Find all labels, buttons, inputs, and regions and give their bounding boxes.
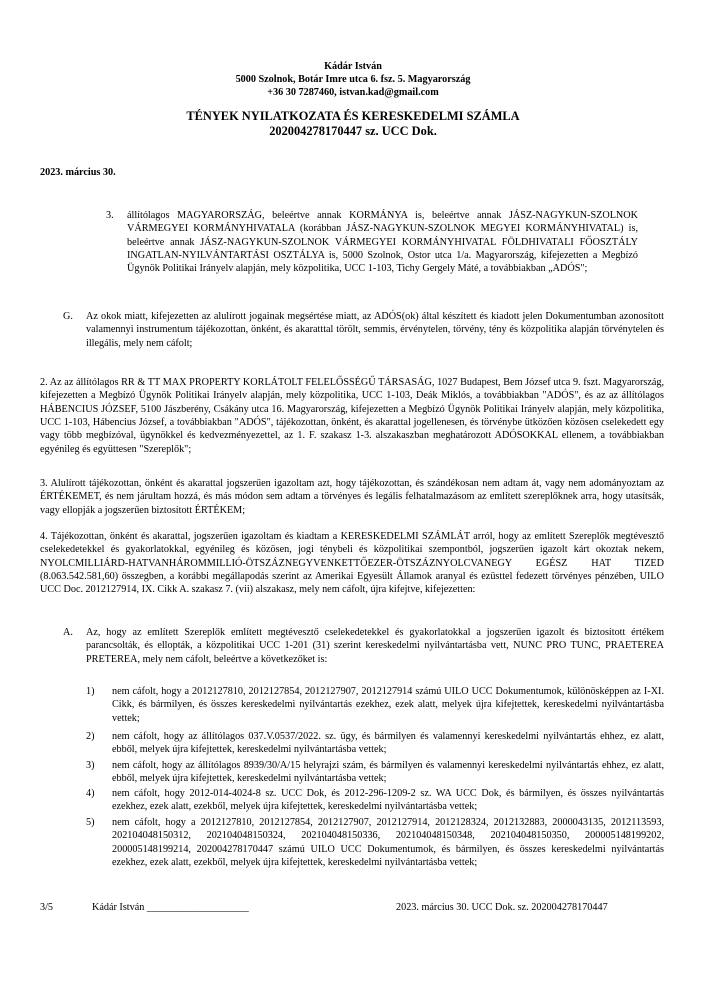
item-a-text: Az, hogy az említett Szereplők említett megtévesztő cselekedetekkel és gyakorlatokkal a jogszerűen igazolt és biztosított értékem parancsolták, és ellopták, a közpolitikai UCC 1-201 (31) szerint kereskedelmi nyilvántartásba vett, NUNC PRO TUNC, PRAETEREA PRETEREA, mely nem cáfolt, beleértve a következőket is: xyxy=(86,627,664,665)
subitem-3-number: 3) xyxy=(86,760,95,771)
paragraph-4: 4. Tájékozottan, önként és akarattal, jogszerűen igazoltam és kiadtam a KERESKEDELMI SZÁMLÁT arról, hogy az említett Szereplők megtévesztő cselekedetekkel és gyakorlatokkal, egyénileg és közösen, jogi ténybeli és közpolitikai szempontból, jogszerűen igazolt kárt okoztak nekem, NYOLCMILLIÁRD-HATVANHÁROMMILLIÓ-ÖTSZÁZNEGYVENKETTŐEZER-ÖTSZÁZNYOLCVANEGY EGÉSZ HAT TIZED (8.063.542.581,60) összegben, a korábbi megállapodás szerint az Amerikai Egyesült Államok aranyal és ezüsttel fedezett törvényes pénzében, UILO UCC Doc. 2012127914, IX. Cikk A. szakasz 7. (vii) alszakasz, mely nem cáfolt, újra kifejtve, kifejezetten: xyxy=(40,531,664,596)
paragraph-2: 2. Az az állítólagos RR & TT MAX PROPERTY KORLÁTOLT FELELŐSSÉGŰ TÁRSASÁG, 1027 Budapest, Bem József utca 9. fszt. Magyarország, kifejezetten a Megbízó Ügynök Politikai Irányelv alapján, mely közpolitika, UCC 1-103, Deák Miklós, a továbbiakban "ADÓS", és az az állítólagos HÁBENCIUS JÓZSEF, 5100 Jászberény, Csákány utca 16. Magyarország, kifejezetten a Megbízó Ügynök Politikai Irányelv alapján, mely közpolitika, UCC 1-103, Hábencius József, a továbbiakban "ADÓS", tájékozottan, önként, és akarattal jogellenesen, és törvénybe ütközően közösen cselekedett egy vagy több megbízóval, ügynökkel és kedvezményezettel, az 1. F. szakasz 1-3. alszakaszban meghatározott ADÓSOKKAL ellenem, a továbbiakban egyénileg és együttesen "Szereplők"; xyxy=(40,377,664,455)
subitem-1-number: 1) xyxy=(86,686,95,697)
author-contact: +36 30 7287460, istvan.kad@gmail.com xyxy=(267,87,439,98)
item-3-number: 3. xyxy=(106,210,114,221)
subitem-2-number: 2) xyxy=(86,731,95,742)
subitem-5-number: 5) xyxy=(86,817,95,828)
subitem-3-text: nem cáfolt, hogy az állítólagos 8939/30/A/15 helyrajzi szám, és bármilyen és valamennyi kereskedelmi nyilvántartás ehhez, ez alatt, ebből, melyek újra kifejtettek, kereskedelmi nyilvántartásba vettek; xyxy=(112,760,664,785)
subitem-4-text: nem cáfolt, hogy 2012-014-4024-8 sz. UCC Dok, és 2012-296-1209-2 sz. WA UCC Dok, és bármilyen, és összes nyilvántartás ezekhez, ezek alatt, ezekből, melyek újra kifejtettek, kereskedelmi nyilvántartásba vettek; xyxy=(112,788,664,813)
subitem-5-text: nem cáfolt, hogy a 2012127810, 2012127854, 2012127907, 2012127914, 2012128324, 2012132883, 2000043135, 2012113593, 202104048150312, 202104048150324, 202104048150336, 202104048150348, 202104048150350, 200005148199202, 200005148199214, 202004278170447 számú UILO UCC Dokumentumok, és bármilyen, és összes kereskedelmi nyilvántartás ezekhez, ezek alatt, ezekből, melyek újra kifejtettek, kereskedelmi nyilvántartásba vettek; xyxy=(112,817,664,869)
item-g-text: Az okok miatt, kifejezetten az alulírott jogainak megsértése miatt, az ADÓS(ok) által készített és kiadott jelen Dokumentumban azonosított valamennyi instrumentum tájékozottan, önként, és akaratttal törölt, semmis, érvénytelen, törvény, tény és közpolitika alapján törvénytelen és illegális, mely nem cáfolt; xyxy=(86,311,664,349)
page-number: 3/5 xyxy=(40,902,54,913)
subitem-1-text: nem cáfolt, hogy a 2012127810, 2012127854, 2012127907, 2012127914 számú UILO UCC Dokumentumok, különösképpen az I-XI. Cikk, és bármilyen, és összes kereskedelmi nyilvántartás ezekhez, ezek alatt, melyek újra kifejtettek, kereskedelmi nyilvántartásba vettek; xyxy=(112,686,664,724)
item-g-letter: G. xyxy=(63,311,73,322)
item-3-text: állítólagos MAGYARORSZÁG, beleértve annak KORMÁNYA is, beleértve annak JÁSZ-NAGYKUN-SZOLNOK VÁRMEGYEI KORMÁNYHIVATALA (korábban JÁSZ-NAGYKUN-SZOLNOK MEGYEI KORMÁNYHIVATAL) is, beleértve annak JÁSZ-NAGYKUN-SZOLNOK VÁRMEGYEI KORMÁNYHIVATAL FÖLDHIVATALI FŐOSZTÁLY INGATLAN-NYILVÁNTARTÁSI OSZTÁLYA is, 5000 Szolnok, Ostor utca 1/a. Magyarország, kifejezetten a Megbízó Ügynök Politikai Irányelv alapján, mely közpolitika, UCC 1-103, Tichy Gergely Máté, a továbbiakban „ADÓS"; xyxy=(127,210,638,275)
document-date: 2023. március 30. xyxy=(40,167,116,178)
subitem-2-text: nem cáfolt, hogy az állítólagos 037.V.0537/2022. sz. ügy, és bármilyen és valamennyi kereskedelmi nyilvántartás ehhez, ez alatt, ebből, melyek újra kifejtettek, kereskedelmi nyilvántartásba vettek; xyxy=(112,731,664,756)
footer-reference: 2023. március 30. UCC Dok. sz. 202004278170447 xyxy=(396,902,608,913)
author-name: Kádár István xyxy=(324,61,382,72)
paragraph-3: 3. Alulírott tájékozottan, önként és akarattal jogszerűen igazoltam azt, hogy tájékozottan, és szándékosan nem adtam át, vagy nem adományoztam az ÉRTÉKEMET, és nem járultam hozzá, és más módon sem adtam a törvényes és legális felhatalmazásom az említett szereplőknek arra, hogy utasítsák, vagy ellopják a jogszerűen biztosított ÉRTÉKEM; xyxy=(40,478,664,516)
author-address: 5000 Szolnok, Botár Imre utca 6. fsz. 5. Magyarország xyxy=(235,74,471,85)
signature-line: Kádár István ____________________ xyxy=(92,902,249,913)
document-subtitle: 202004278170447 sz. UCC Dok. xyxy=(269,124,437,138)
document-title: TÉNYEK NYILATKOZATA ÉS KERESKEDELMI SZÁMLA xyxy=(186,109,520,123)
item-a-letter: A. xyxy=(63,627,73,638)
subitem-4-number: 4) xyxy=(86,788,95,799)
